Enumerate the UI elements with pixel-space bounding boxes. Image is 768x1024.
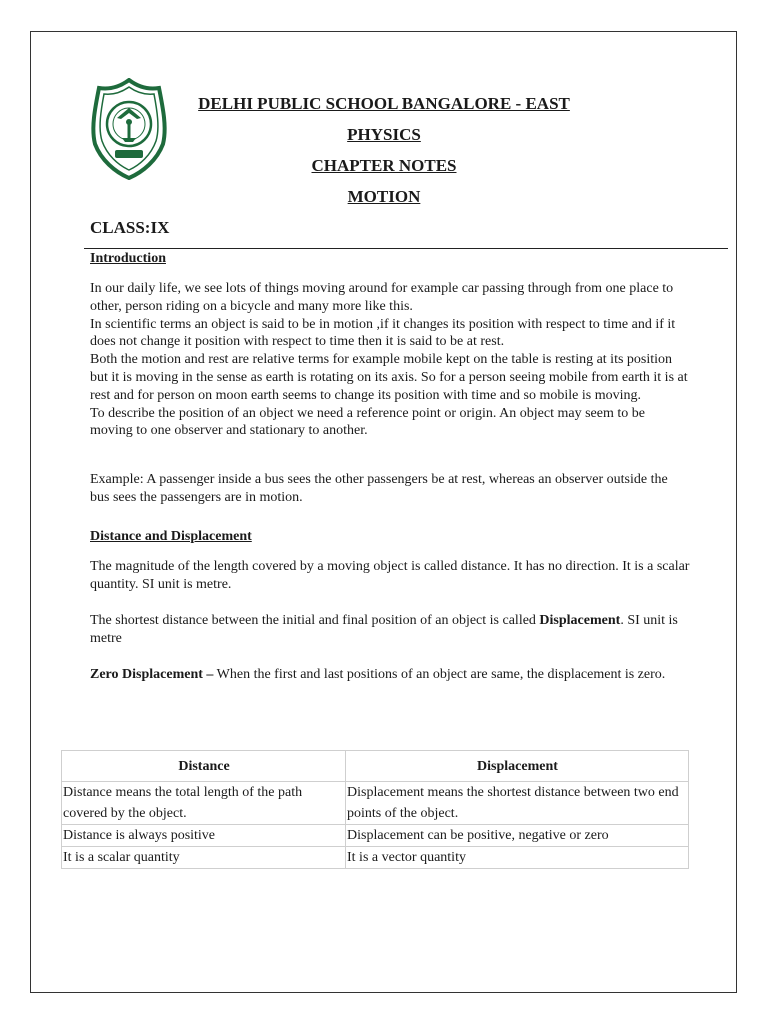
intro-paragraph-3: Both the motion and rest are relative terms for example mobile kept on the table is resting at its position but it is moving in the sense as earth is rotating on its axis. So for a person seeing mobile from earth it is at rest and for person on moon earth seems to change its position with time and so mobile is moving. — [90, 352, 688, 403]
example-paragraph: Example: A passenger inside a bus sees the other passengers be at rest, whereas an observer outside the bus sees the passengers are in motion. — [90, 472, 668, 505]
table-cell: Distance is always positive — [62, 825, 346, 847]
intro-paragraph-1: In our daily life, we see lots of things moving around for example car passing through from one place to other, person riding on a bicycle and many more like this. — [90, 281, 674, 314]
table-cell: It is a scalar quantity — [62, 847, 346, 869]
chapter-title: MOTION — [347, 187, 421, 206]
zero-displacement-text: When the first and last positions of an object are same, the displacement is zero. — [213, 667, 666, 682]
notes-title: CHAPTER NOTES — [311, 156, 457, 175]
comparison-table — [61, 750, 689, 869]
displacement-def-start: The shortest distance between the initial and final position of an object is called — [90, 613, 540, 628]
school-name: DELHI PUBLIC SCHOOL BANGALORE - EAST — [198, 94, 570, 113]
intro-paragraph-2: In scientific terms an object is said to be in motion ,if it changes its position with respect to time and if it does not change it position with respect to time then it is said to be at rest. — [90, 316, 676, 350]
displacement-definition — [90, 612, 690, 648]
class-label: CLASS:IX — [90, 218, 170, 237]
zero-displacement-definition — [90, 666, 690, 684]
table-cell: Displacement means the shortest distance between two end points of the object. — [346, 782, 689, 825]
table-row — [62, 782, 689, 825]
distance-definition: The magnitude of the length covered by a moving object is called distance. It has no direction. It is a scalar quantity. SI unit is metre. — [90, 559, 690, 592]
subject-title: PHYSICS — [347, 125, 421, 144]
introduction-body — [90, 280, 690, 440]
displacement-def-end: . SI unit is metre — [90, 613, 678, 646]
table-header-row — [62, 751, 689, 782]
zero-displacement-term: Zero Displacement – — [90, 667, 214, 682]
header-divider — [84, 248, 728, 249]
table-header-displacement: Displacement — [346, 751, 689, 782]
table-row — [62, 825, 689, 847]
table-cell: Distance means the total length of the path covered by the object. — [62, 782, 346, 825]
distance-heading: Distance and Displacement — [90, 529, 252, 544]
table-row — [62, 847, 689, 869]
introduction-heading: Introduction — [90, 251, 166, 266]
school-crest-icon — [89, 78, 169, 180]
table-cell: Displacement can be positive, negative or zero — [346, 825, 689, 847]
intro-paragraph-4: To describe the position of an object we need a reference point or origin. An object may seem to be moving to one observer and stationary to another. — [90, 405, 645, 439]
displacement-term: Displacement — [539, 613, 621, 628]
table-header-distance: Distance — [62, 751, 346, 782]
table-cell: It is a vector quantity — [346, 847, 689, 869]
